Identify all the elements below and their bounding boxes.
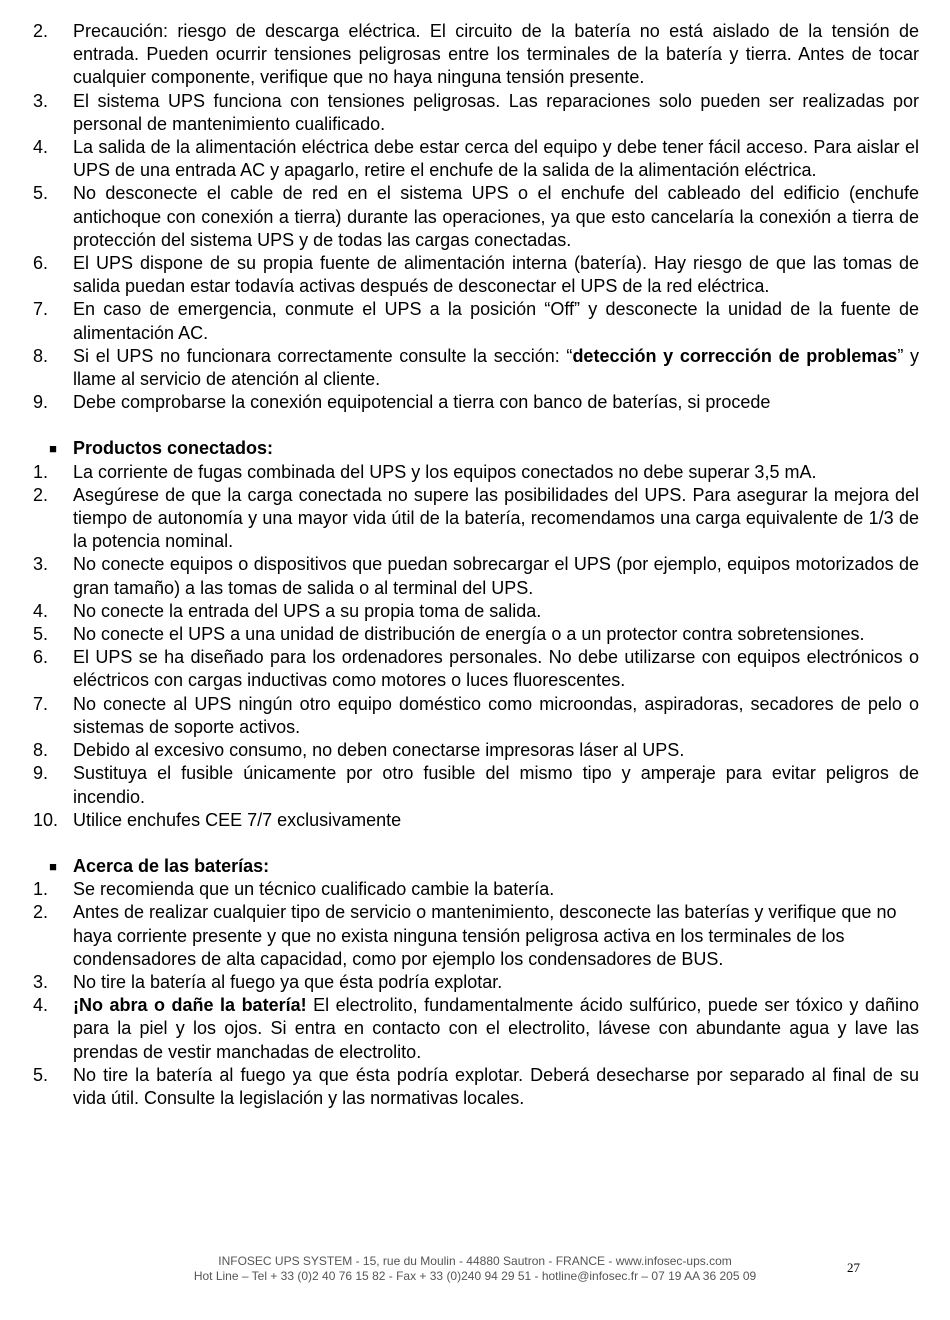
list-item: 2. Precaución: riesgo de descarga eléctrica. El circuito de la batería no está aislado de la tensión de entrada. Pueden ocurrir tensiones peligrosas entre los terminales de la batería y tierra. Antes de tocar cualquier componente, verifique que no haya ninguna tensión presente. bbox=[33, 21, 919, 88]
list-item: 6. El UPS se ha diseñado para los ordenadores personales. No debe utilizarse con equipos electrónicos o eléctricos con cargas inductivas como motores o luces fluorescentes. bbox=[33, 647, 919, 691]
battery-warning: ¡No abra o dañe la batería! bbox=[73, 995, 307, 1016]
section-reference: detección y corrección de problemas bbox=[572, 345, 898, 366]
list-item: 8. Si el UPS no funcionara correctamente consulte la sección: “detección y corrección de problemas” y llame al servicio de atención al cliente. bbox=[33, 345, 919, 390]
list-item: 1. Se recomienda que un técnico cualificado cambie la batería. bbox=[33, 879, 555, 900]
list-item: 8. Debido al excesivo consumo, no deben conectarse impresoras láser al UPS. bbox=[33, 740, 685, 761]
list-item: 5. No conecte el UPS a una unidad de distribución de energía o a un protector contra sobretensiones. bbox=[33, 624, 865, 645]
list-item: 3. No conecte equipos o dispositivos que puedan sobrecargar el UPS (por ejemplo, equipos motorizados de gran tamaño) a las tomas de salida o al terminal del UPS. bbox=[33, 554, 919, 598]
square-bullet-icon: ■ bbox=[49, 858, 57, 874]
list-item: 4. No conecte la entrada del UPS a su propia toma de salida. bbox=[33, 600, 542, 621]
list-item: 2. Asegúrese de que la carga conectada no supere las posibilidades del UPS. Para asegurar la mejora del tiempo de autonomía y una mayor vida útil de la batería, recomendamos una carga equivalente de 1/3 de la potencia nominal. bbox=[33, 484, 919, 552]
list-item: 6. El UPS dispone de su propia fuente de alimentación interna (batería). Hay riesgo de que las tomas de salida puedan estar todavía activas después de desconectar el UPS de la red eléctrica. bbox=[33, 253, 919, 297]
list-item: 9. Sustituya el fusible únicamente por otro fusible del mismo tipo y amperaje para evitar peligros de incendio. bbox=[33, 763, 919, 807]
square-bullet-icon: ■ bbox=[49, 441, 57, 457]
list-item: 1. La corriente de fugas combinada del UPS y los equipos conectados no debe superar 3,5 mA. bbox=[33, 461, 817, 482]
list-item: 3. No tire la batería al fuego ya que ésta podría explotar. bbox=[33, 971, 503, 992]
list-item: 7. No conecte al UPS ningún otro equipo doméstico como microondas, aspiradoras, secadores de pelo o sistemas de soporte activos. bbox=[33, 693, 919, 737]
list-item: 4. La salida de la alimentación eléctrica debe estar cerca del equipo y debe tener fácil acceso. Para aislar el UPS de una entrada AC y apagarlo, retire el enchufe de la salida de la alimentación eléctrica. bbox=[33, 137, 919, 181]
page-number: 27 bbox=[847, 1260, 860, 1275]
list-item: 5. No tire la batería al fuego ya que ésta podría explotar. Deberá desecharse por separado al final de su vida útil. Consulte la legislación y las normativas locales. bbox=[33, 1064, 919, 1108]
list-item: 3. El sistema UPS funciona con tensiones peligrosas. Las reparaciones solo pueden ser realizadas por personal de mantenimiento cualificado. bbox=[33, 90, 919, 134]
page-footer bbox=[0, 1254, 950, 1284]
list-item: 2. Antes de realizar cualquier tipo de servicio o mantenimiento, desconecte las baterías y verifique que no haya corriente presente y que no exista ninguna tensión peligrosa activa en los terminales de los condensadores de alta capacidad, como por ejemplo los condensadores de BUS. bbox=[33, 902, 897, 969]
list-item: 4. ¡No abra o dañe la batería! El electrolito, fundamentalmente ácido sulfúrico, puede ser tóxico y dañino para la piel y los ojos. Si entra en contacto con el electrolito, lávese con abundante agua y lave las prendas de vestir manchadas de electrolito. bbox=[33, 995, 919, 1062]
section-heading: ■ Productos conectados: bbox=[33, 437, 919, 460]
footer-contact: Hot Line – Tel + 33 (0)2 40 76 15 82 - Fax + 33 (0)240 94 29 51 - hotline@infosec.fr – 07 19 AA 36 205 09 bbox=[193, 1269, 757, 1283]
document-body bbox=[33, 20, 919, 1110]
list-item: 5. No desconecte el cable de red en el sistema UPS o el enchufe del cableado del edificio (enchufe antichoque con conexión a tierra) durante las operaciones, ya que esto cancelaría la conexión a tierra de protección del sistema UPS y de todas las cargas conectadas. bbox=[33, 183, 919, 250]
list-item: 10. Utilice enchufes CEE 7/7 exclusivamente bbox=[33, 809, 402, 830]
list-item: 7. En caso de emergencia, conmute el UPS a la posición “Off” y desconecte la unidad de la fuente de alimentación AC. bbox=[33, 299, 919, 343]
safety-list bbox=[33, 20, 919, 414]
section-heading: ■ Acerca de las baterías: bbox=[33, 855, 919, 878]
connected-products-list bbox=[33, 461, 919, 832]
batteries-list bbox=[33, 878, 919, 1110]
footer-address: INFOSEC UPS SYSTEM - 15, rue du Moulin - 44880 Sautron - FRANCE - www.infosec-ups.com bbox=[218, 1254, 732, 1268]
list-item: 9. Debe comprobarse la conexión equipotencial a tierra con banco de baterías, si procede bbox=[33, 392, 771, 413]
